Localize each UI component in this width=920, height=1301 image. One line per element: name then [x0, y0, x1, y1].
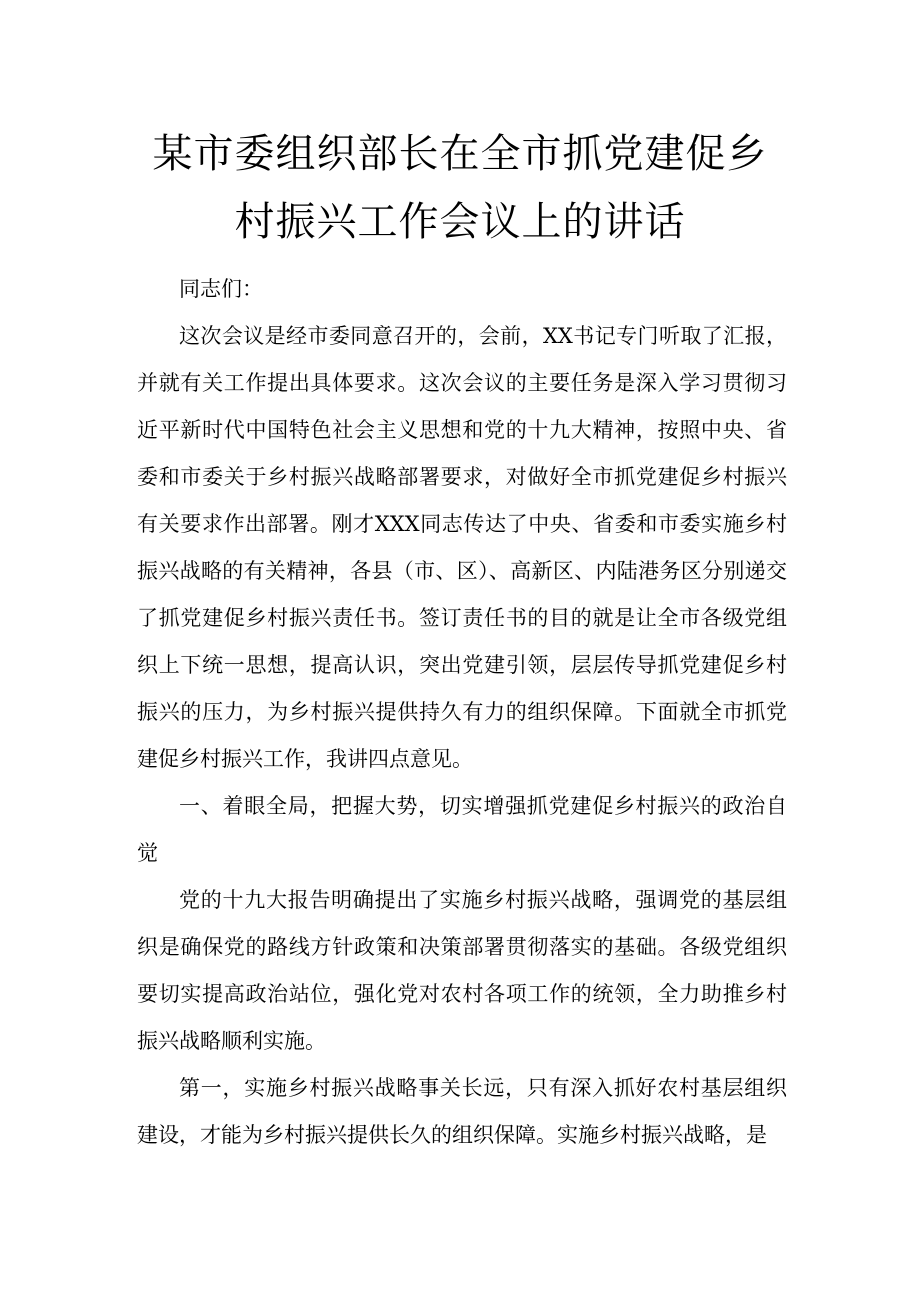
body-paragraph: 第一，实施乡村振兴战略事关长远，只有深入抓好农村基层组织建设，才能为乡村振兴提供长久的组织保障。实施乡村振兴战略，是	[137, 1076, 787, 1147]
document-body	[137, 266, 787, 1159]
intro-paragraph: 这次会议是经市委同意召开的，会前，XX书记专门听取了汇报，并就有关工作提出具体要求。这次会议的主要任务是深入学习贯彻习近平新时代中国特色社会主义思想和党的十九大精神，按照中央、省委和市委关于乡村振兴战略部署要求，对做好全市抓党建促乡村振兴有关要求作出部署。刚才XXX同志传达了中央、省委和市委实施乡村振兴战略的有关精神，各县（市、区）、高新区、内陆港务区分别递交了抓党建促乡村振兴责任书。签订责任书的目的就是让全市各级党组织上下统一思想，提高认识，突出党建引领，层层传导抓党建促乡村振兴的压力，为乡村振兴提供持久有力的组织保障。下面就全市抓党建促乡村振兴工作，我讲四点意见。	[137, 324, 787, 771]
section-heading-1: 一、着眼全局，把握大势，切实增强抓党建促乡村振兴的政治自觉	[137, 794, 787, 865]
document-title-line-1: 某市委组织部长在全市抓党建促乡	[152, 131, 768, 177]
salutation-paragraph: 同志们：	[179, 277, 263, 301]
document-title-line-2: 村振兴工作会议上的讲话	[234, 199, 686, 245]
body-paragraph: 党的十九大报告明确提出了实施乡村振兴战略，强调党的基层组织是确保党的路线方针政策和决策部署贯彻落实的基础。各级党组织要切实提高政治站位，强化党对农村各项工作的统领，全力助推乡村振兴战略顺利实施。	[137, 888, 787, 1053]
